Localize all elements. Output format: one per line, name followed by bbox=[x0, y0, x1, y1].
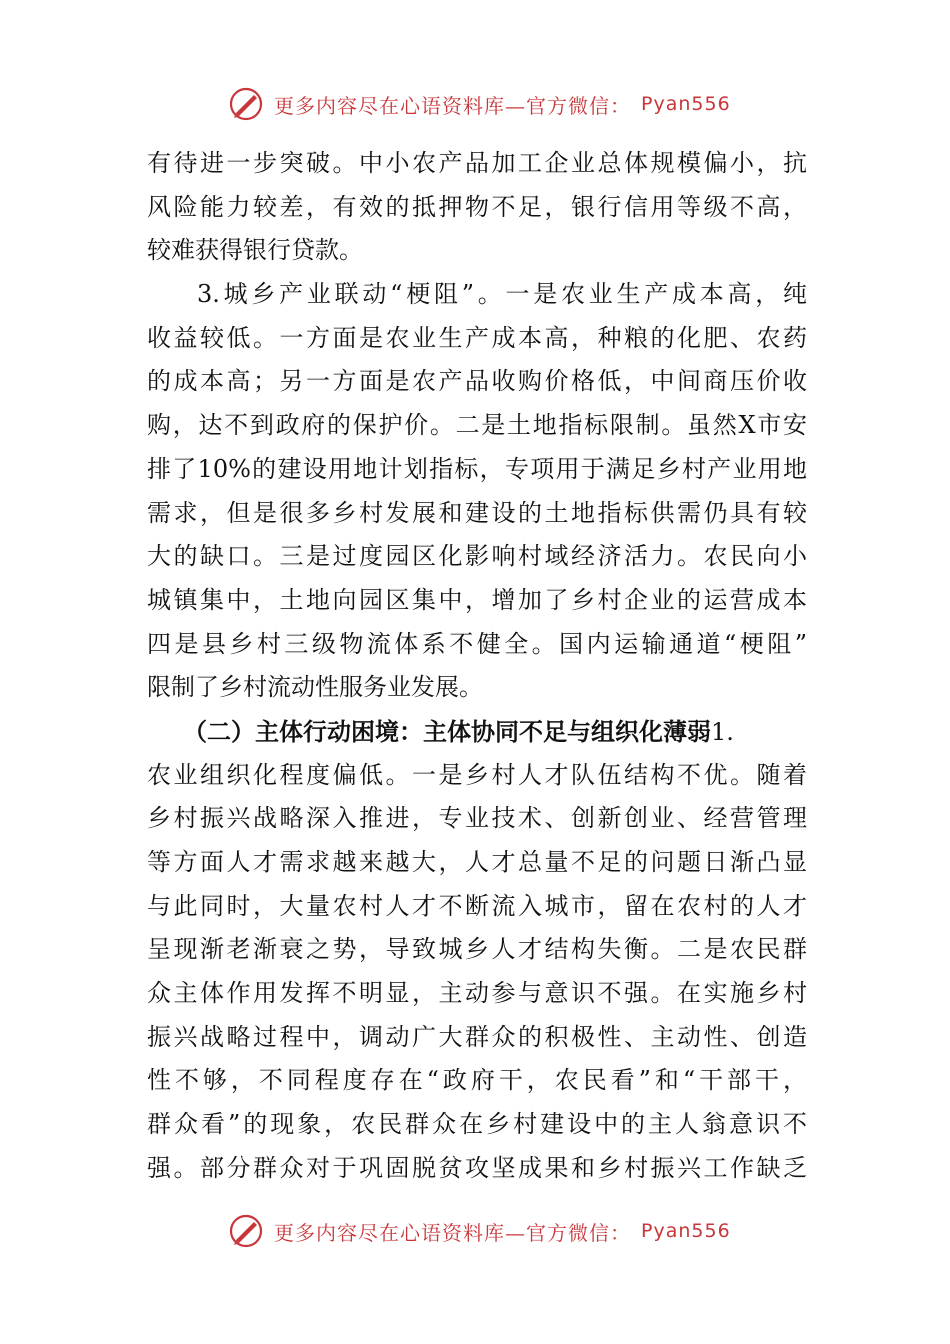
text-line: 的成本高；另一方面是农产品收购价格低，中间商压价收 bbox=[147, 367, 807, 396]
text-line: 四是县乡村三级物流体系不健全。国内运输通道“梗阻” bbox=[147, 629, 807, 658]
footer-text: 更多内容尽在心语资料库—官方微信： bbox=[274, 1220, 631, 1245]
text-line: 强。部分群众对于巩固脱贫攻坚成果和乡村振兴工作缺乏 bbox=[147, 1153, 807, 1182]
text-line: 与此同时，大量农村人才不断流入城市，留在农村的人才 bbox=[147, 891, 807, 920]
text-line: 群众看”的现象，农民群众在乡村建设中的主人翁意识不 bbox=[147, 1110, 807, 1139]
text-line: 收益较低。一方面是农业生产成本高，种粮的化肥、农药 bbox=[147, 323, 807, 352]
section-heading-line bbox=[147, 710, 807, 754]
text-line: 城镇集中，土地向园区集中，增加了乡村企业的运营成本 bbox=[147, 585, 807, 614]
footer-wechat-id: Pyan556 bbox=[641, 1220, 731, 1242]
text-line: 有待进一步突破。中小农产品加工企业总体规模偏小，抗 bbox=[147, 149, 807, 177]
header-wechat-id: Pyan556 bbox=[641, 93, 731, 115]
text-line: 需求，但是很多乡村发展和建设的土地指标供需仍具有较 bbox=[147, 498, 807, 527]
text-line: 购，达不到政府的保护价。二是土地指标限制。虽然X市安 bbox=[147, 411, 807, 440]
text-line: 3.城乡产业联动“梗阻”。一是农业生产成本高，纯 bbox=[197, 280, 807, 309]
text-line: 乡村振兴战略深入推进，专业技术、创新创业、经营管理 bbox=[147, 804, 807, 833]
text-line: 呈现渐老渐衰之势，导致城乡人才结构失衡。二是农民群 bbox=[147, 935, 807, 964]
text-line: 性不够，不同程度存在“政府干，农民看”和“干部干， bbox=[147, 1066, 807, 1095]
header-text: 更多内容尽在心语资料库—官方微信： bbox=[274, 93, 631, 118]
text-line: 风险能力较差，有效的抵押物不足，银行信用等级不高， bbox=[147, 192, 807, 221]
section-heading: （二）主体行动困境：主体协同不足与组织化薄弱 bbox=[183, 716, 711, 746]
text-line: 较难获得银行贷款。 bbox=[147, 236, 363, 265]
text-line: 农业组织化程度偏低。一是乡村人才队伍结构不优。随着 bbox=[147, 760, 807, 789]
pen-logo-icon bbox=[228, 1213, 264, 1249]
text-line: 振兴战略过程中，调动广大群众的积极性、主动性、创造 bbox=[147, 1022, 807, 1051]
text-line: 等方面人才需求越来越大，人才总量不足的问题日渐凸显 bbox=[147, 848, 807, 876]
header-watermark bbox=[228, 84, 748, 124]
text-line: 排了10%的建设用地计划指标，专项用于满足乡村产业用地 bbox=[147, 454, 807, 483]
body-text bbox=[147, 142, 807, 1191]
text-line: 众主体作用发挥不明显，主动参与意识不强。在实施乡村 bbox=[147, 979, 807, 1008]
pen-logo-icon bbox=[228, 86, 264, 122]
item-number: 1. bbox=[711, 717, 734, 746]
text-line: 大的缺口。三是过度园区化影响村域经济活力。农民向小 bbox=[147, 542, 807, 571]
footer-watermark bbox=[228, 1211, 748, 1251]
text-line: 限制了乡村流动性服务业发展。 bbox=[147, 673, 483, 702]
